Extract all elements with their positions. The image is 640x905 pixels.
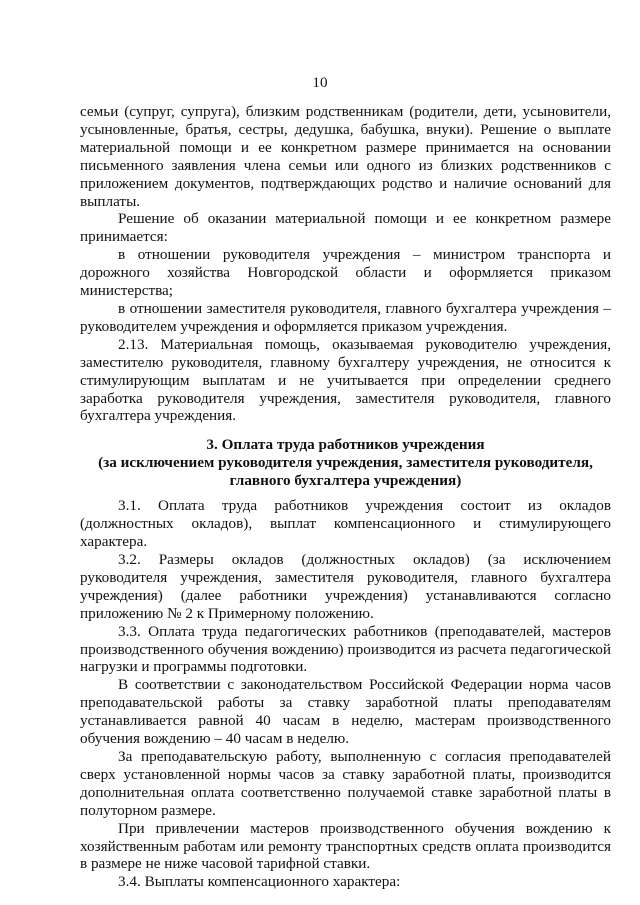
paragraph-head-of-institution: в отношении руководителя учреждения – министром транспорта и дорожного хозяйства Новгородской области и оформляется приказом министерства; — [80, 246, 611, 300]
section-3-title-line-2: (за исключением руководителя учреждения, заместителя руководителя, — [98, 454, 593, 472]
paragraph-decision: Решение об оказании материальной помощи и ее конкретном размере принимается: — [80, 210, 611, 246]
paragraph-overtime-pay: За преподавательскую работу, выполненную с согласия преподавателей сверх установленной нормы часов за ставку заработной платы, производится дополнительная оплата соответственно получаемой ставке заработной платы в полуторном размере. — [80, 748, 611, 819]
paragraph-3-2: 3.2. Размеры окладов (должностных окладов) (за исключением руководителя учреждения, заместителя руководителя, главного бухгалтера учреждения) (далее работники учреждения) устанавливаются согласно приложению № 2 к Примерному положению. — [80, 551, 611, 622]
section-3-title-line-3: главного бухгалтера учреждения) — [229, 472, 462, 490]
paragraph-3-4: 3.4. Выплаты компенсационного характера: — [118, 873, 401, 891]
paragraph-deputy-and-accountant: в отношении заместителя руководителя, главного бухгалтера учреждения – руководителем учреждения и оформляется приказом учреждения. — [80, 299, 611, 335]
paragraph-hours-norm: В соответствии с законодательством Российской Федерации норма часов преподавательской работы за ставку заработной платы преподавателям устанавливается равной 40 часам в неделю, мастерам производственного обучения вождению – 40 часам в неделю. — [80, 676, 611, 748]
paragraph-2-13: 2.13. Материальная помощь, оказываемая руководителю учреждения, заместителю руководителя, главному бухгалтеру учреждения, не относится к стимулирующим выплатам и не учитывается при определении среднего заработка руководителя учреждения, заместителя руководителя, главного бухгалтера учреждения. — [80, 335, 611, 425]
section-3-heading — [80, 436, 611, 490]
paragraph-3-3: 3.3. Оплата труда педагогических работников (преподавателей, мастеров производственного обучения вождению) производится из расчета педагогической нагрузки и программы подготовки. — [80, 622, 611, 676]
page-number: 10 — [312, 74, 328, 91]
document-body — [80, 103, 611, 891]
paragraph-masters-repair-work: При привлечении мастеров производственного обучения вождению к хозяйственным работам или ремонту транспортных средств оплата производится в размере не ниже часовой тарифной ставки. — [80, 819, 611, 873]
paragraph-3-1: 3.1. Оплата труда работников учреждения состоит из окладов (должностных окладов), выплат компенсационного и стимулирующего характера. — [80, 497, 611, 551]
section-3-title-line-1: 3. Оплата труда работников учреждения — [206, 436, 485, 454]
paragraph-continuation: семьи (супруг, супруга), близким родственникам (родители, дети, усыновители, усыновленные, братья, сестры, дедушка, бабушка, внуки). Решение о выплате материальной помощи и ее конкретном размере принимается на основании письменного заявления члена семьи или одного из близких родственников с приложением документов, подтверждающих родство и наличие оснований для выплаты. — [80, 103, 611, 210]
